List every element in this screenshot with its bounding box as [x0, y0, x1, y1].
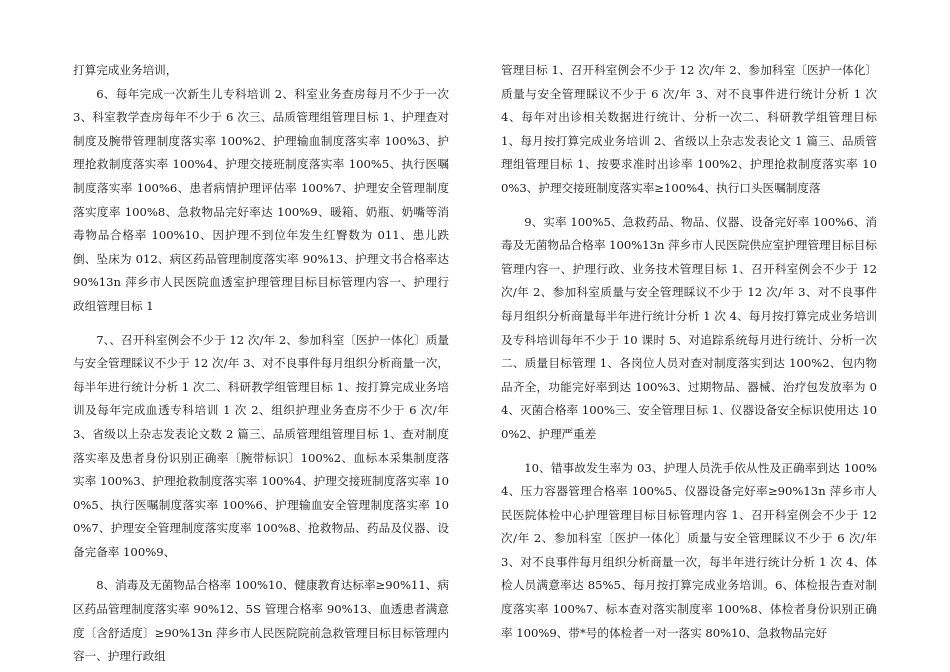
- paragraph-item-8: 8、消毒及无菌物品合格率 100%10、健康教育达标率≥90%11、病区药品管理制度落实率 90%12、5S 管理合格率 90%13、血透患者满意度〔含舒适度〕≥90%13n 萍乡市人民医院院前急救管理目标目标管理内容一、护理行政组: [73, 578, 449, 664]
- paragraph-item-7: 7、、召开科室例会不少于 12 次/年 2、参加科室〔医护一体化〕质量与安全管理睬议不少于 12 次/年 3、对不良事件每月组织分析商量一次，每半年进行统计分析 1 次二、科研教学组管理目标 1、按打算完成业务培训及每年完成血透专科培训 1 次 2、组织护理业务查房不少于 6 次/年 3、省级以上杂志发表论文数 2 篇三、品质管理组管理目标 1、查对制度落实率及患者身份识别正确率〔腕带标识〕100%2、血标本采集制度落实率 100%3、护理抢救制度落实率 100%4、护理交接班制度落实率 100%5、执行医嘱制度落实率 100%6、护理输血安全管理制度落实率 100%7、护理安全管理制度落实度率 100%8、抢救物品、药品及仪器、设备完备率 100%9、: [73, 332, 449, 559]
- paragraph-item-10: 10、错事故发生率为 03、护理人员洗手依从性及正确率到达 100%4、压力容器管理合格率 100%5、仪器设备完好率≥90%13n 萍乡市人民医院体检中心护理管理目标目标管理内容 1、召开科室例会不少于 12 次/年 2、参加科室〔医护一体化〕质量与安全管理睬议不少于 6 次/年 3、对不良事件每月组织分析商量一次，每半年进行统计分析 1 次 4、体检人员满意率达 85%5、每月按打算完成业务培训。6、体检报告查对制度落实率 100%7、标本查对落实制度率 100%8、体检者身份识别正确率 100%9、带*号的体检者一对一落实 80%10、急救物品完好: [501, 460, 877, 640]
- paragraph-item-9: 9、实率 100%5、急救药品、物品、仪器、设备完好率 100%6、消毒及无菌物品合格率 100%13n 萍乡市人民医院供应室护理管理目标目标管理内容一、护理行政、业务技术管理目标 1、召开科室例会不少于 12 次/年 2、参加科室质量与安全管理睬议不少于 12 次/年 3、对不良事件每月组织分析商量每半年进行统计分析 1 次 4、每月按打算完成业务培训及专科培训每年不少于 10 课时 5、对追踪系统每月进行统计、分析一次二、质量目标管理 1、各岗位人员对查对制度落实到达 100%2、包内物品齐全，功能完好率到达 100%3、过期物品、器械、治疗包发放率为 04、灭菌合格率 100%三、安全管理目标 1、仪器设备安全标识使用达 100%2、护理严重差: [501, 214, 877, 441]
- paragraph-continuation-right: 管理目标 1、召开科室例会不少于 12 次/年 2、参加科室〔医护一体化〕质量与安全管理睬议不少于 6 次/年 3、对不良事件进行统计分析 1 次 4、每年对出诊相关数据进行统计、分析一次二、科研教学组管理目标 1、每月按打算完成业务培训 2、省级以上杂志发表论文 1 篇三、品质管理组管理目标 1、按要求准时出诊率 100%2、护理抢救制度落实率 100%3、护理交接班制度落实率≥100%4、执行口头医嘱制度落: [501, 63, 877, 195]
- paragraph-continuation: 打算完成业务培训，: [73, 63, 178, 77]
- paragraph-item-6: 6、每年完成一次新生儿专科培训 2、科室业务查房每月不少于一次 3、科室教学查房每年不少于 6 次三、品质管理组管理目标 1、护理查对制度及腕带管理制度落实率 100%2、护理输血制度落实率 100%3、护理抢救制度落实率 100%4、护理交接班制度落实率 100%5、执行医嘱制度落实率 100%6、患者病情护理评估率 100%7、护理安全管理制度落实度率 100%8、急救物品完好率达 100%9、暖箱、奶瓶、奶嘴等消毒物品合格率 100%10、因护理不到位年发生红臀数为 011、患儿跌倒、坠床为 012、病区药品管理制度落实率 90%13、护理文书合格率达 90%13n 萍乡市人民医院血透室护理管理目标目标管理内容一、护理行政组管理目标 1: [73, 86, 449, 313]
- left-text-column: [73, 59, 449, 669]
- right-text-column: [501, 59, 877, 645]
